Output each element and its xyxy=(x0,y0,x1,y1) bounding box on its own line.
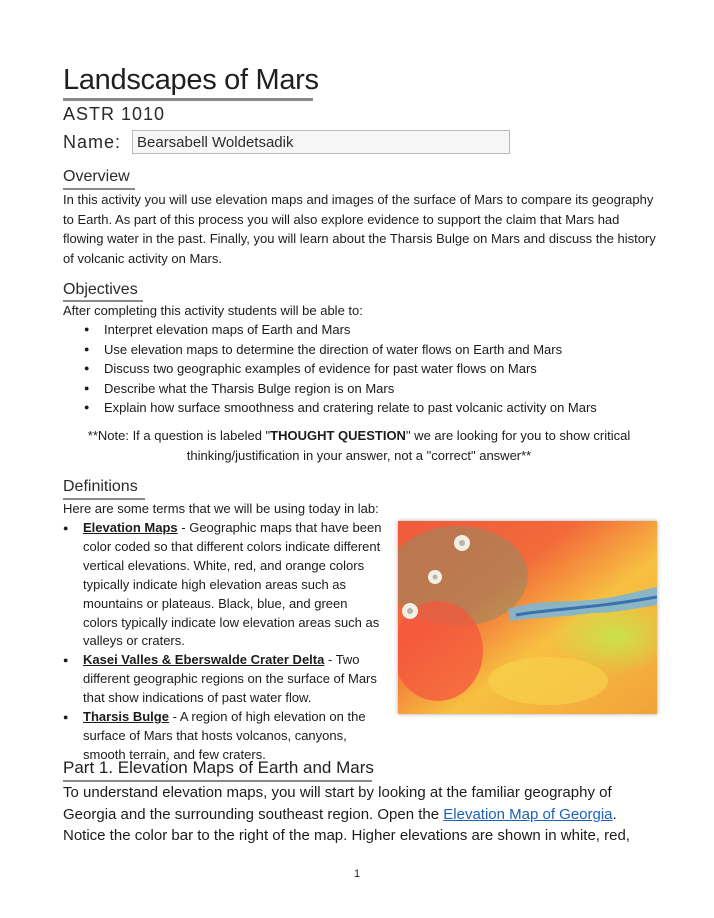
overview-heading: Overview xyxy=(63,168,130,185)
part1-heading: Part 1. Elevation Maps of Earth and Mars xyxy=(63,758,374,777)
definitions-heading: Definitions xyxy=(63,478,138,495)
definition-elevation-maps xyxy=(63,519,383,651)
definition-separator: - xyxy=(168,709,180,724)
list-item: ● Use elevation maps to determine the direction of water flows on Earth and Mars xyxy=(80,340,597,360)
course-code: ASTR 1010 xyxy=(63,104,166,124)
definition-kasei-valles xyxy=(63,651,383,708)
list-item: ● Describe what the Tharsis Bulge region is on Mars xyxy=(80,379,597,399)
bullet-icon: ● xyxy=(63,523,69,533)
objectives-intro: After completing this activity students will be able to: xyxy=(63,303,363,318)
part1-text xyxy=(63,782,663,847)
list-item: ● Discuss two geographic examples of evidence for past water flows on Mars xyxy=(80,359,597,379)
overview-text: In this activity you will use elevation maps and images of the surface of Mars to compare its geography to Earth. As part of this process you will also explore evidence to support the claim that Mars had flowing water in the past. Finally, you will learn about the Tharsis Bulge on Mars and discuss the history of volcanic activity on Mars. xyxy=(63,192,656,266)
list-item: ● Interpret elevation maps of Earth and Mars xyxy=(80,320,597,340)
definition-term: Tharsis Bulge xyxy=(83,709,169,724)
definition-text: Geographic maps that have been color coded so that different colors indicate different vertical elevations. White, red, and orange colors typically indicate high elevation areas such as mountains or plateaus. Black, blue, and green colors typically indicate low elevation areas such as valleys or craters. xyxy=(83,520,382,649)
thought-question-note xyxy=(63,426,655,465)
objectives-heading: Objectives xyxy=(63,281,138,298)
part1-text-before: To understand elevation maps, you will start by looking at the familiar geography of Georgia and the surrounding southeast region. Open the xyxy=(63,784,612,823)
page-title: Landscapes of Mars xyxy=(63,64,319,96)
definition-term: Elevation Maps xyxy=(83,520,178,535)
note-text-pre: **Note: If a question is labeled " xyxy=(87,428,271,443)
definition-separator: - xyxy=(177,520,190,535)
part1-text-after: . Notice the color bar to the right of the map. Higher elevations are shown in white, red, xyxy=(63,805,630,844)
list-item: ● Explain how surface smoothness and cratering relate to past volcanic activity on Mars xyxy=(80,398,597,418)
name-field-box[interactable] xyxy=(132,130,510,154)
title-underline xyxy=(63,98,313,101)
name-label: Name: xyxy=(63,132,122,152)
bullet-icon: ● xyxy=(63,655,69,665)
page-number: 1 xyxy=(353,868,361,880)
definition-tharsis-bulge xyxy=(63,708,623,765)
definition-text: Two different geographic regions on the surface of Mars that show indications of past water flow. xyxy=(83,652,377,705)
note-bold-term: THOUGHT QUESTION xyxy=(270,428,406,443)
note-text-post: " we are looking for you to show critical thinking/justification in your answer, not a "correct" answer** xyxy=(186,428,631,463)
definition-term: Kasei Valles & Eberswalde Crater Delta xyxy=(83,652,325,667)
definitions-intro: Here are some terms that we will be using today in lab: xyxy=(63,501,379,516)
name-field[interactable] xyxy=(133,131,511,153)
definition-separator: - xyxy=(324,652,336,667)
georgia-elevation-map-link[interactable]: Elevation Map of Georgia xyxy=(443,805,613,823)
objectives-list xyxy=(80,320,597,418)
bullet-icon: ● xyxy=(63,712,69,722)
mars-elevation-map-image xyxy=(398,521,657,714)
definition-text: A region of high elevation on the surface of Mars that hosts volcanos, canyons, smooth terrain, and few craters. xyxy=(83,709,366,762)
